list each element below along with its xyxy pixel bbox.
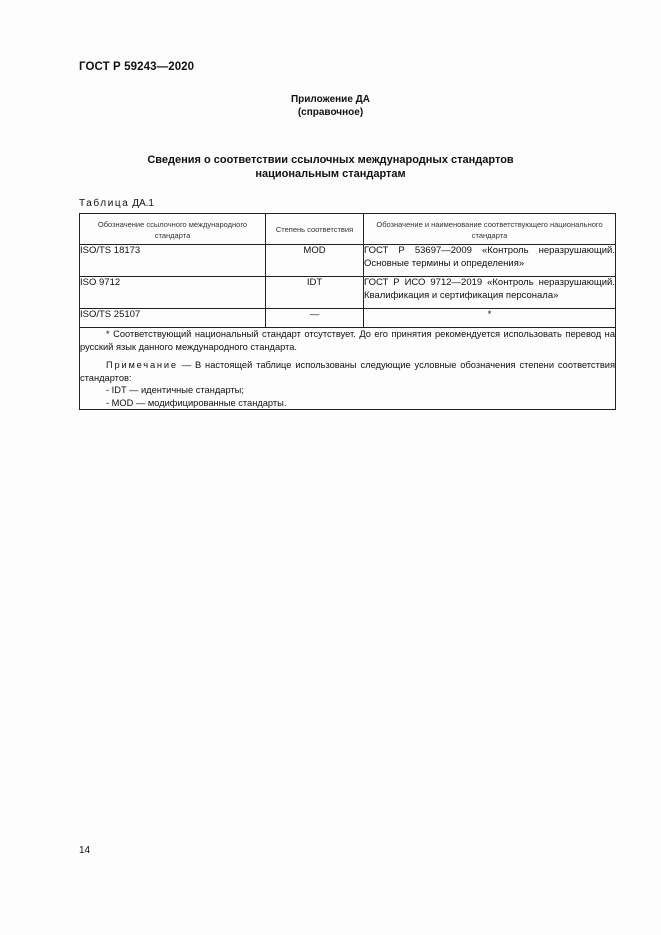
note-item-mod: - MOD — модифицированные стандарты. <box>106 397 287 408</box>
cell-degree: — <box>266 309 364 328</box>
cell-national: ГОСТ Р ИСО 9712—2019 «Контроль неразрушающий. Квалификация и сертификация персонала» <box>364 277 616 309</box>
header-degree: Степень соответствия <box>266 214 364 245</box>
note-label: Примечание <box>106 360 178 370</box>
cell-national: * <box>364 309 616 328</box>
table-row <box>80 309 616 328</box>
section-title <box>0 153 661 181</box>
cell-ref: ISO 9712 <box>80 277 266 309</box>
table-row <box>80 245 616 277</box>
appendix-heading <box>0 93 661 119</box>
note-text: — В настоящей таблице использованы следующие условные обозначения степени соответствия стандартов: <box>80 360 615 383</box>
appendix-title: Приложение ДА <box>290 94 371 105</box>
note <box>80 359 615 384</box>
footnote: * Соответствующий национальный стандарт отсутствует. До его принятия рекомендуется использовать перевод на русский язык данного международного стандарта. <box>80 329 615 352</box>
section-title-line1: Сведения о соответствии ссылочных международных стандартов <box>147 154 514 166</box>
header-ref-standard: Обозначение ссылочного международного стандарта <box>80 214 266 245</box>
table-notes <box>80 328 616 410</box>
cell-national: ГОСТ Р 53697—2009 «Контроль неразрушающий. Основные термины и определения» <box>364 245 616 277</box>
page-number: 14 <box>79 845 91 856</box>
table-notes-row <box>80 328 616 410</box>
table-caption <box>79 198 154 209</box>
table-row <box>80 277 616 309</box>
note-item-idt: - IDT — идентичные стандарты; <box>106 385 244 395</box>
table-caption-prefix: Таблица <box>79 198 130 209</box>
table-caption-id: ДА.1 <box>132 198 154 209</box>
section-title-line2: национальным стандартам <box>255 168 406 180</box>
cell-degree: IDT <box>266 277 364 309</box>
cell-ref: ISO/TS 18173 <box>80 245 266 277</box>
cell-degree: MOD <box>266 245 364 277</box>
standards-table <box>79 213 616 410</box>
table-header-row <box>80 214 616 245</box>
document-code: ГОСТ Р 59243—2020 <box>79 61 195 73</box>
cell-ref: ISO/TS 25107 <box>80 309 266 328</box>
header-national-standard: Обозначение и наименование соответствующего национального стандарта <box>364 214 616 245</box>
appendix-subtitle: (справочное) <box>297 107 364 118</box>
